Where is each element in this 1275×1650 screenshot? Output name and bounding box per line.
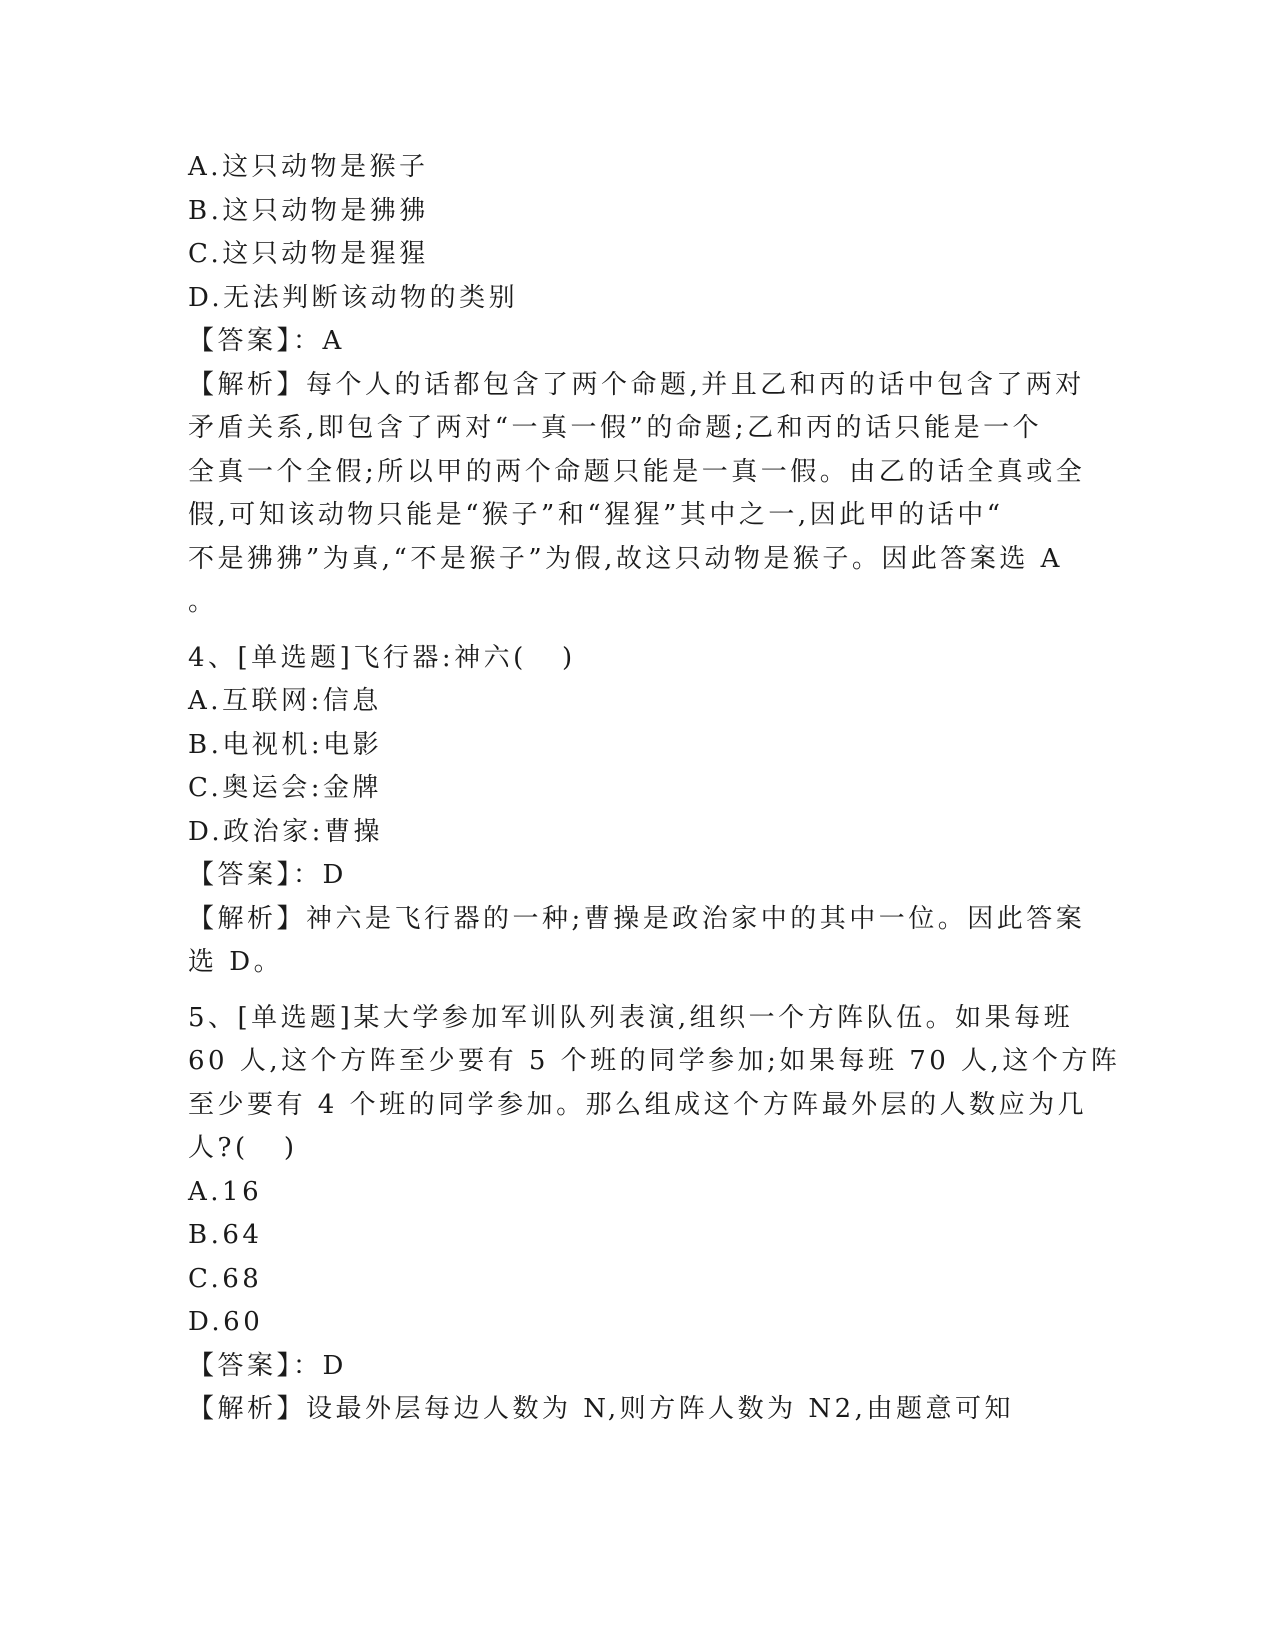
q3-option-a: A.这只动物是猴子 — [188, 152, 429, 182]
q4-option-a: A.互联网:信息 — [188, 686, 382, 716]
q5-stem — [188, 997, 1121, 1171]
q3-answer: 【答案】：A — [188, 326, 345, 356]
q4-analysis — [188, 898, 1088, 985]
spacer — [188, 625, 1088, 637]
q5-option-c: C.68 — [188, 1263, 263, 1294]
q3-option-d: D.无法判断该动物的类别 — [188, 282, 519, 313]
q5-stem-line: 60 人,这个方阵至少要有 5 个班的同学参加;如果每班 70 人,这个方阵 — [188, 1046, 1121, 1076]
q5-answer: 【答案】：D — [188, 1350, 347, 1381]
q3-analysis — [188, 364, 1088, 625]
q5-stem-line: 5、[单选题]某大学参加军训队列表演,组织一个方阵队伍。如果每班 — [188, 1002, 1074, 1033]
q3-analysis-line: 不是狒狒”为真,“不是猴子”为假,故这只动物是猴子。因此答案选 A — [188, 543, 1063, 574]
q3-analysis-line: 假,可知该动物只能是“猴子”和“猩猩”其中之一,因此甲的话中“ — [188, 500, 1004, 530]
q4-analysis-line: 【解析】神六是飞行器的一种;曹操是政治家中的其中一位。因此答案 — [188, 903, 1086, 934]
q4-stem: 4、[单选题]飞行器:神六( ) — [188, 642, 576, 673]
q3-analysis-line: 矛盾关系,即包含了两对“一真一假”的命题;乙和丙的话只能是一个 — [188, 413, 1043, 443]
q3-option-b: B.这只动物是狒狒 — [188, 195, 429, 226]
spacer — [188, 985, 1088, 997]
question-3 — [188, 146, 1088, 625]
q4-option-d: D.政治家:曹操 — [188, 816, 383, 847]
document-page — [188, 146, 1121, 1432]
q3-analysis-line: 【解析】每个人的话都包含了两个命题,并且乙和丙的话中包含了两对 — [188, 369, 1085, 400]
q3-option-c: C.这只动物是猩猩 — [188, 239, 429, 269]
q3-analysis-line: 全真一个全假;所以甲的两个命题只能是一真一假。由乙的话全真或全 — [188, 456, 1086, 487]
q5-analysis: 【解析】设最外层每边人数为 N,则方阵人数为 N2,由题意可知 — [188, 1394, 1014, 1424]
q5-option-d: D.60 — [188, 1307, 264, 1337]
q4-analysis-line: 选 D。 — [188, 947, 284, 977]
question-4 — [188, 637, 1088, 985]
q4-option-b: B.电视机:电影 — [188, 729, 383, 760]
q3-analysis-line: 。 — [188, 587, 218, 617]
q4-option-c: C.奥运会:金牌 — [188, 773, 382, 803]
question-5 — [188, 997, 1121, 1432]
q4-answer: 【答案】：D — [188, 860, 347, 890]
q5-stem-line: 至少要有 4 个班的同学参加。那么组成这个方阵最外层的人数应为几 — [188, 1089, 1088, 1120]
q5-option-b: B.64 — [188, 1220, 263, 1250]
q5-option-a: A.16 — [188, 1176, 263, 1207]
q5-stem-line: 人?( ) — [188, 1133, 298, 1163]
